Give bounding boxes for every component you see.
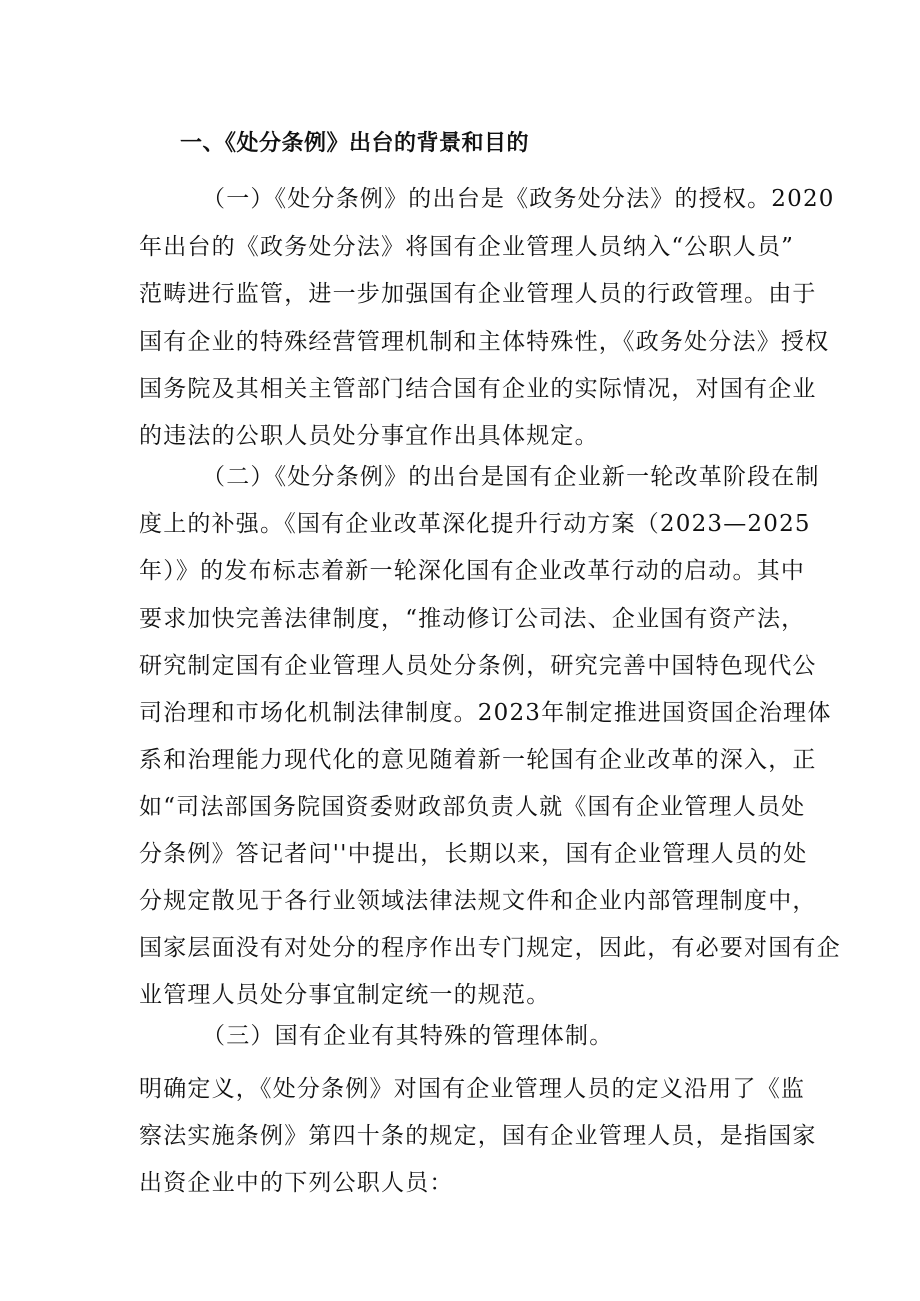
paragraph-line: 度上的补强。《国有企业改革深化提升行动方案（2023—2025: [139, 511, 811, 537]
paragraph-line: 察法实施条例》第四十条的规定，国有企业管理人员，是指国家: [139, 1123, 817, 1149]
paragraph-line: 如“司法部国务院国资委财政部负责人就《国有企业管理人员处: [139, 794, 806, 820]
paragraph-line: （二）《处分条例》的出台是国有企业新一轮改革阶段在制: [202, 464, 820, 490]
paragraph-line: 年出台的《政务处分法》将国有企业管理人员纳入“公职人员”: [139, 234, 795, 260]
section-heading: 一、《处分条例》出台的背景和目的: [180, 131, 530, 156]
paragraph-line: 的违法的公职人员处分事宜作出具体规定。: [139, 423, 599, 449]
paragraph-line: （三）国有企业有其特殊的管理体制。: [202, 1023, 614, 1049]
paragraph-line: 司治理和市场化机制法律制度。2023年制定推进国资国企治理体: [139, 700, 832, 726]
paragraph-line: 系和治理能力现代化的意见随着新一轮国有企业改革的深入，正: [139, 747, 817, 773]
paragraph-line: 分条例》答记者问''中提出，长期以来，国有企业管理人员的处: [139, 841, 808, 867]
paragraph-line: （一）《处分条例》的出台是《政务处分法》的授权。2020: [202, 186, 835, 212]
paragraph-line: 分规定散见于各行业领域法律法规文件和企业内部管理制度中，: [139, 888, 817, 914]
paragraph-line: 出资企业中的下列公职人员：: [139, 1170, 454, 1196]
paragraph-line: 国家层面没有对处分的程序作出专门规定，因此，有必要对国有企: [139, 935, 841, 961]
paragraph-line: 国有企业的特殊经营管理机制和主体特殊性，《政务处分法》授权: [139, 329, 830, 355]
paragraph-line: 明确定义，《处分条例》对国有企业管理人员的定义沿用了《监: [139, 1076, 806, 1102]
paragraph-line: 研究制定国有企业管理人员处分条例，研究完善中国特色现代公: [139, 653, 817, 679]
paragraph-line: 年）》的发布标志着新一轮深化国有企业改革行动的启动。其中: [139, 558, 806, 584]
paragraph-line: 范畴进行监管，进一步加强国有企业管理人员的行政管理。由于: [139, 281, 817, 307]
paragraph-line: 国务院及其相关主管部门结合国有企业的实际情况，对国有企业: [139, 376, 817, 402]
paragraph-line: 要求加快完善法律制度，“推动修订公司法、企业国有资产法，: [139, 606, 806, 632]
paragraph-line: 业管理人员处分事宜制定统一的规范。: [139, 982, 551, 1008]
